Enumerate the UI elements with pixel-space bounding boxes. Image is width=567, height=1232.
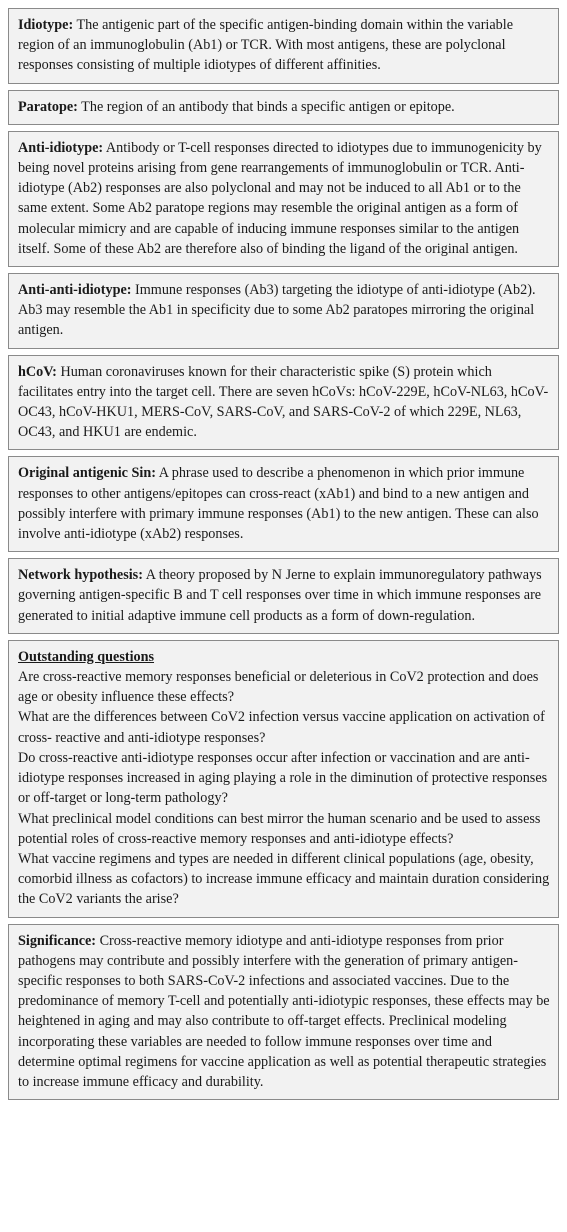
term-paratope: Paratope: [18, 98, 78, 115]
question-item: Are cross-reactive memory responses beneficial or deleterious in CoV2 protection and does age or obesity influence these effects? [18, 669, 539, 706]
term-significance: Significance: [18, 932, 97, 949]
outstanding-questions-heading: Outstanding questions [18, 648, 155, 665]
question-item: What vaccine regimens and types are needed in different clinical populations (age, obesity, comorbid illness as cofactors) to increase immune efficacy and maintain duration considering the CoV2 variants the arise? [18, 850, 550, 908]
box-original-antigenic-sin [8, 456, 559, 552]
glossary-box-table [8, 8, 559, 1106]
definition-anti-idiotype: Antibody or T-cell responses directed to idiotypes due to immunogenicity by being novel proteins arising from gene rearrangements of immunoglobulin or TCR. Anti-idiotype (Ab2) responses are also polyclonal and may not be induced to all Ab1 or to the same extent. Some Ab2 paratope regions may resemble the original antigen as a form of molecular mimicry and are capable of inducing immune responses similar to the antigen itself. Some of these Ab2 are therefore also of binding the ligand of the original antigen. [18, 139, 542, 257]
definition-original-antigenic-sin: A phrase used to describe a phenomenon in which prior immune responses to other antigens/epitopes can cross-react (xAb1) and bind to a new antigen and possibly interfere with primary immune responses (Ab1) to the new antigen. These can also involve anti-idiotype (xAb2) responses. [18, 465, 539, 543]
box-outstanding-questions [8, 640, 559, 918]
box-significance [8, 924, 559, 1101]
box-network-hypothesis [8, 558, 559, 634]
definition-network-hypothesis: A theory proposed by N Jerne to explain immunoregulatory pathways governing antigen-specific B and T cell responses over time in which immune responses are generated to initial adaptive immune cell products as a form of down-regulation. [18, 567, 542, 624]
box-anti-anti-idiotype [8, 273, 559, 349]
question-item: What are the differences between CoV2 infection versus vaccine application on activation of cross- reactive and anti-idiotype responses? [18, 709, 545, 746]
definition-paratope: The region of an antibody that binds a specific antigen or epitope. [77, 98, 455, 115]
term-anti-anti-idiotype: Anti-anti-idiotype: [18, 282, 132, 299]
box-idiotype [8, 8, 559, 84]
term-hcov: hCoV: [18, 363, 57, 380]
question-item: What preclinical model conditions can best mirror the human scenario and be used to assess potential roles of cross-reactive memory responses and anti-idiotype effects? [18, 810, 541, 847]
definition-hcov: Human coronaviruses known for their characteristic spike (S) protein which facilitates entry into the target cell. There are seven hCoVs: hCoV-229E, hCoV-NL63, hCoV-OC43, hCoV-HKU1, MERS-CoV, SARS-CoV, and SARS-CoV-2 of which 229E, NL63, OC43, and HKU1 are endemic. [18, 363, 549, 441]
term-original-antigenic-sin: Original antigenic Sin: [18, 465, 156, 482]
box-hcov [8, 355, 559, 451]
term-anti-idiotype: Anti-idiotype: [18, 139, 104, 156]
box-paratope [8, 90, 559, 125]
definition-anti-anti-idiotype: Immune responses (Ab3) targeting the idiotype of anti-idiotype (Ab2). Ab3 may resemble the Ab1 in specificity due to some Ab2 paratopes mirroring the original antigen. [18, 282, 536, 339]
question-item: Do cross-reactive anti-idiotype responses occur after infection or vaccination and are anti-idiotype responses increased in aging playing a role in the diminution of protective responses or off-target or long-term pathology? [18, 749, 548, 807]
term-idiotype: Idiotype: [18, 17, 74, 33]
term-network-hypothesis: Network hypothesis: [18, 567, 143, 584]
box-anti-idiotype [8, 131, 559, 267]
definition-idiotype: The antigenic part of the specific antigen-binding domain within the variable region of an immunoglobulin (Ab1) or TCR. With most antigens, these are polyclonal responses consisting of multiple idiotypes of different affinities. [18, 17, 513, 74]
definition-significance: Cross-reactive memory idiotype and anti-idiotype responses from prior pathogens may contribute and possibly interfere with the generation of primary antigen-specific responses to both SARS-CoV-2 infections and associated vaccines. Due to the predominance of memory T-cell and potentially anti-idiotypic responses, these effects may be heightened in aging and may also contribute to off-target effects. Preclinical modeling incorporating these variables are needed to follow immune responses over time and determine optimal regimens for vaccine application as well as potential therapeutic strategies to increase immune efficacy and durability. [18, 932, 550, 1090]
